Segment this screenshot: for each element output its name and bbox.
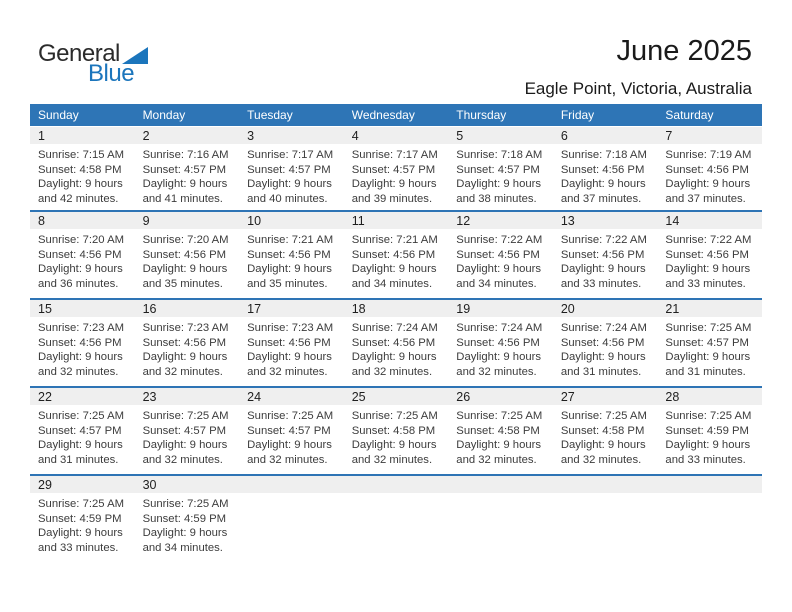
day-number-band (657, 127, 762, 144)
day-number: 12 (456, 213, 471, 228)
weekday-header-wednesday: Wednesday (351, 108, 415, 122)
day-number: 19 (456, 301, 471, 316)
day-number-band (239, 388, 344, 405)
day-cell-13 (553, 212, 658, 298)
day-details (135, 317, 240, 380)
day-number: 3 (247, 128, 255, 143)
daylight-text-line1: Daylight: 9 hours (351, 178, 437, 191)
day-cell-6 (553, 127, 658, 210)
day-details (135, 405, 240, 468)
day-cell-16 (135, 300, 240, 386)
day-number-band (657, 212, 762, 229)
sunrise-text: Sunrise: 7:22 AM (560, 234, 647, 246)
day-details (448, 229, 553, 292)
sunrise-text: Sunrise: 7:21 AM (247, 234, 334, 246)
sunset-text: Sunset: 4:56 PM (142, 336, 227, 349)
day-cell-22 (30, 388, 135, 474)
month-title: June 2025 (616, 35, 752, 67)
daylight-text-line1: Daylight: 9 hours (247, 178, 332, 191)
day-cell-26 (448, 388, 553, 474)
day-cell-empty (553, 476, 658, 562)
day-details (448, 317, 553, 380)
day-cell-29 (30, 476, 135, 562)
sunset-text: Sunset: 4:56 PM (456, 336, 540, 349)
calendar-body (30, 126, 762, 562)
sunset-text: Sunset: 4:57 PM (38, 424, 122, 437)
daylight-text-line1: Daylight: 9 hours (665, 263, 751, 276)
sunset-text: Sunset: 4:56 PM (560, 163, 645, 176)
daylight-text-line1: Daylight: 9 hours (560, 178, 646, 191)
daylight-text-line2: and 33 minutes. (665, 278, 746, 291)
daylight-text-line2: and 40 minutes. (247, 193, 328, 206)
day-number-band (239, 476, 344, 493)
daylight-text-line1: Daylight: 9 hours (38, 439, 123, 452)
sunrise-text: Sunrise: 7:25 AM (560, 410, 647, 422)
daylight-text-line2: and 32 minutes. (560, 454, 642, 467)
sunset-text: Sunset: 4:58 PM (456, 424, 540, 437)
sunrise-text: Sunrise: 7:25 AM (665, 410, 752, 422)
daylight-text-line2: and 34 minutes. (351, 278, 433, 291)
calendar-table (30, 104, 762, 562)
daylight-text-line2: and 33 minutes. (560, 278, 642, 291)
day-details (657, 144, 762, 207)
sunrise-text: Sunrise: 7:17 AM (351, 149, 438, 161)
daylight-text-line2: and 35 minutes. (247, 278, 328, 291)
day-number-band (344, 388, 449, 405)
sunset-text: Sunset: 4:59 PM (665, 424, 749, 437)
day-cell-4 (344, 127, 449, 210)
daylight-text-line1: Daylight: 9 hours (456, 351, 542, 364)
day-details (344, 405, 449, 468)
daylight-text-line1: Daylight: 9 hours (38, 527, 123, 540)
day-details (30, 144, 135, 207)
day-cell-3 (239, 127, 344, 210)
day-details (657, 229, 762, 292)
daylight-text-line1: Daylight: 9 hours (456, 178, 542, 191)
weekday-header-saturday: Saturday (665, 108, 714, 122)
weekday-header-sunday: Sunday (38, 108, 79, 122)
day-number: 17 (247, 301, 262, 316)
sunrise-text: Sunrise: 7:20 AM (142, 234, 229, 246)
daylight-text-line2: and 32 minutes. (38, 366, 119, 379)
day-number: 1 (38, 128, 45, 143)
day-number-band (135, 212, 240, 229)
day-number-band (553, 476, 658, 493)
day-number: 23 (142, 389, 157, 404)
daylight-text-line1: Daylight: 9 hours (247, 351, 332, 364)
sunset-text: Sunset: 4:56 PM (351, 336, 436, 349)
day-cell-empty (344, 476, 449, 562)
weekday-header-tuesday: Tuesday (247, 108, 293, 122)
sunset-text: Sunset: 4:56 PM (456, 248, 540, 261)
day-cell-24 (239, 388, 344, 474)
day-details (239, 405, 344, 468)
day-cell-12 (448, 212, 553, 298)
day-number-band (135, 476, 240, 493)
daylight-text-line2: and 42 minutes. (38, 193, 119, 206)
day-number-band (239, 127, 344, 144)
day-number-band (448, 127, 553, 144)
day-number-band (30, 388, 135, 405)
sunset-text: Sunset: 4:57 PM (142, 424, 227, 437)
sunset-text: Sunset: 4:56 PM (665, 248, 749, 261)
sunset-text: Sunset: 4:56 PM (38, 336, 122, 349)
day-number: 10 (247, 213, 262, 228)
daylight-text-line2: and 31 minutes. (38, 454, 119, 467)
weekday-header-friday: Friday (560, 108, 595, 122)
day-cell-5 (448, 127, 553, 210)
day-details (553, 317, 658, 380)
sunrise-text: Sunrise: 7:25 AM (351, 410, 438, 422)
day-number-band (553, 212, 658, 229)
day-number-band (448, 388, 553, 405)
day-cell-19 (448, 300, 553, 386)
day-number-band (344, 212, 449, 229)
daylight-text-line1: Daylight: 9 hours (560, 351, 646, 364)
day-number-band (239, 300, 344, 317)
day-number: 25 (351, 389, 366, 404)
sunrise-text: Sunrise: 7:25 AM (38, 410, 125, 422)
day-cell-7 (657, 127, 762, 210)
day-details (553, 229, 658, 292)
day-number-band (344, 300, 449, 317)
day-cell-17 (239, 300, 344, 386)
day-number: 16 (142, 301, 157, 316)
day-cell-20 (553, 300, 658, 386)
day-details (135, 144, 240, 207)
day-number: 9 (142, 213, 150, 228)
day-details (135, 493, 240, 556)
daylight-text-line2: and 32 minutes. (456, 366, 537, 379)
day-number-band (135, 388, 240, 405)
day-cell-empty (239, 476, 344, 562)
day-number: 24 (247, 389, 262, 404)
day-number-band (448, 300, 553, 317)
sunset-text: Sunset: 4:58 PM (351, 424, 436, 437)
daylight-text-line2: and 32 minutes. (456, 454, 537, 467)
day-number: 20 (560, 301, 575, 316)
day-number-band (553, 300, 658, 317)
daylight-text-line2: and 38 minutes. (456, 193, 537, 206)
day-number-band (553, 127, 658, 144)
daylight-text-line2: and 37 minutes. (560, 193, 642, 206)
day-number: 11 (351, 213, 365, 228)
day-details (239, 229, 344, 292)
day-number-band (30, 300, 135, 317)
week-row-1 (30, 126, 762, 210)
sunrise-text: Sunrise: 7:24 AM (560, 322, 647, 334)
sunrise-text: Sunrise: 7:25 AM (142, 498, 229, 510)
day-cell-30 (135, 476, 240, 562)
sunset-text: Sunset: 4:57 PM (142, 163, 227, 176)
daylight-text-line1: Daylight: 9 hours (560, 263, 646, 276)
daylight-text-line1: Daylight: 9 hours (142, 178, 228, 191)
sunset-text: Sunset: 4:56 PM (351, 248, 436, 261)
sunset-text: Sunset: 4:56 PM (560, 336, 645, 349)
day-cell-8 (30, 212, 135, 298)
day-details (448, 144, 553, 207)
day-number: 7 (665, 128, 673, 143)
daylight-text-line1: Daylight: 9 hours (560, 439, 646, 452)
day-details (30, 405, 135, 468)
day-details (344, 317, 449, 380)
day-number-band (239, 212, 344, 229)
daylight-text-line1: Daylight: 9 hours (142, 263, 228, 276)
day-number-band (657, 388, 762, 405)
logo-text-blue: Blue (88, 60, 135, 87)
day-number: 30 (142, 477, 157, 492)
day-details (30, 229, 135, 292)
sunset-text: Sunset: 4:56 PM (247, 336, 331, 349)
daylight-text-line1: Daylight: 9 hours (247, 439, 332, 452)
location-subtitle: Eagle Point, Victoria, Australia (524, 78, 752, 98)
daylight-text-line2: and 41 minutes. (142, 193, 223, 206)
sunrise-text: Sunrise: 7:18 AM (456, 149, 543, 161)
daylight-text-line2: and 37 minutes. (665, 193, 746, 206)
sunrise-text: Sunrise: 7:22 AM (665, 234, 752, 246)
daylight-text-line2: and 32 minutes. (247, 366, 328, 379)
day-number: 27 (560, 389, 575, 404)
day-number-band (657, 476, 762, 493)
sunrise-text: Sunrise: 7:17 AM (247, 149, 334, 161)
sunset-text: Sunset: 4:57 PM (456, 163, 540, 176)
sunset-text: Sunset: 4:56 PM (560, 248, 645, 261)
day-number-band (553, 388, 658, 405)
day-number-band (30, 212, 135, 229)
sunrise-text: Sunrise: 7:23 AM (142, 322, 229, 334)
day-cell-1 (30, 127, 135, 210)
day-cell-21 (657, 300, 762, 386)
daylight-text-line2: and 32 minutes. (247, 454, 328, 467)
daylight-text-line1: Daylight: 9 hours (142, 351, 228, 364)
day-number: 26 (456, 389, 471, 404)
sunset-text: Sunset: 4:56 PM (247, 248, 331, 261)
day-details (344, 144, 449, 207)
day-cell-18 (344, 300, 449, 386)
daylight-text-line2: and 32 minutes. (142, 454, 223, 467)
day-number: 18 (351, 301, 366, 316)
sunrise-text: Sunrise: 7:24 AM (351, 322, 438, 334)
weekday-header-monday: Monday (142, 108, 186, 122)
daylight-text-line2: and 32 minutes. (351, 366, 433, 379)
day-cell-27 (553, 388, 658, 474)
day-number: 28 (665, 389, 680, 404)
day-details (448, 405, 553, 468)
day-cell-25 (344, 388, 449, 474)
week-row-2 (30, 210, 762, 298)
day-number: 15 (38, 301, 52, 316)
title-block (525, 36, 762, 99)
daylight-text-line2: and 32 minutes. (142, 366, 223, 379)
sunset-text: Sunset: 4:58 PM (38, 163, 122, 176)
day-cell-23 (135, 388, 240, 474)
day-number: 2 (142, 128, 150, 143)
week-row-4 (30, 386, 762, 474)
day-number: 22 (38, 389, 52, 404)
day-number-band (344, 476, 449, 493)
daylight-text-line2: and 36 minutes. (38, 278, 119, 291)
sunrise-text: Sunrise: 7:24 AM (456, 322, 543, 334)
sunset-text: Sunset: 4:57 PM (247, 424, 331, 437)
sunrise-text: Sunrise: 7:18 AM (560, 149, 647, 161)
day-cell-14 (657, 212, 762, 298)
day-number: 14 (665, 213, 680, 228)
daylight-text-line1: Daylight: 9 hours (351, 439, 437, 452)
sunrise-text: Sunrise: 7:23 AM (247, 322, 334, 334)
daylight-text-line2: and 33 minutes. (38, 542, 119, 555)
day-cell-28 (657, 388, 762, 474)
sunrise-text: Sunrise: 7:25 AM (665, 322, 752, 334)
weekday-header-thursday: Thursday (456, 108, 507, 122)
day-number: 29 (38, 477, 52, 492)
sunrise-text: Sunrise: 7:19 AM (665, 149, 752, 161)
day-details (553, 405, 658, 468)
sunset-text: Sunset: 4:59 PM (142, 512, 227, 525)
page-header (0, 0, 792, 104)
daylight-text-line1: Daylight: 9 hours (247, 263, 332, 276)
day-cell-2 (135, 127, 240, 210)
day-number-band (30, 127, 135, 144)
sunrise-text: Sunrise: 7:25 AM (38, 498, 125, 510)
day-details (344, 229, 449, 292)
sunrise-text: Sunrise: 7:21 AM (351, 234, 438, 246)
sunrise-text: Sunrise: 7:16 AM (142, 149, 229, 161)
sunrise-text: Sunrise: 7:22 AM (456, 234, 543, 246)
logo-text-general: General (38, 40, 120, 67)
daylight-text-line1: Daylight: 9 hours (665, 178, 751, 191)
day-number: 13 (560, 213, 575, 228)
day-details (657, 405, 762, 468)
daylight-text-line2: and 31 minutes. (560, 366, 642, 379)
day-number: 21 (665, 301, 680, 316)
sunset-text: Sunset: 4:58 PM (560, 424, 645, 437)
day-number-band (448, 476, 553, 493)
sunrise-text: Sunrise: 7:15 AM (38, 149, 125, 161)
sunset-text: Sunset: 4:57 PM (351, 163, 436, 176)
daylight-text-line2: and 34 minutes. (142, 542, 223, 555)
day-number: 5 (456, 128, 464, 143)
day-cell-11 (344, 212, 449, 298)
day-cell-empty (657, 476, 762, 562)
day-number: 8 (38, 213, 45, 228)
daylight-text-line1: Daylight: 9 hours (665, 439, 751, 452)
sunrise-text: Sunrise: 7:25 AM (456, 410, 543, 422)
daylight-text-line1: Daylight: 9 hours (38, 178, 123, 191)
day-cell-10 (239, 212, 344, 298)
daylight-text-line2: and 35 minutes. (142, 278, 223, 291)
day-number: 6 (560, 128, 568, 143)
day-details (30, 493, 135, 556)
daylight-text-line1: Daylight: 9 hours (456, 263, 542, 276)
day-details (657, 317, 762, 380)
day-number-band (448, 212, 553, 229)
sunset-text: Sunset: 4:56 PM (142, 248, 227, 261)
daylight-text-line1: Daylight: 9 hours (456, 439, 542, 452)
daylight-text-line1: Daylight: 9 hours (142, 527, 228, 540)
day-number: 4 (351, 128, 359, 143)
general-blue-logo (38, 36, 148, 86)
day-details (135, 229, 240, 292)
sunrise-text: Sunrise: 7:25 AM (247, 410, 334, 422)
day-number-band (657, 300, 762, 317)
day-number-band (135, 127, 240, 144)
week-row-5 (30, 474, 762, 562)
sunrise-text: Sunrise: 7:25 AM (142, 410, 229, 422)
daylight-text-line2: and 32 minutes. (351, 454, 433, 467)
daylight-text-line2: and 39 minutes. (351, 193, 433, 206)
daylight-text-line1: Daylight: 9 hours (665, 351, 751, 364)
sunset-text: Sunset: 4:57 PM (247, 163, 331, 176)
day-details (239, 317, 344, 380)
daylight-text-line1: Daylight: 9 hours (142, 439, 228, 452)
daylight-text-line2: and 34 minutes. (456, 278, 537, 291)
day-cell-9 (135, 212, 240, 298)
daylight-text-line2: and 33 minutes. (665, 454, 746, 467)
sunset-text: Sunset: 4:56 PM (38, 248, 122, 261)
sunset-text: Sunset: 4:56 PM (665, 163, 749, 176)
sunset-text: Sunset: 4:59 PM (38, 512, 122, 525)
day-number-band (344, 127, 449, 144)
day-number-band (135, 300, 240, 317)
sunset-text: Sunset: 4:57 PM (665, 336, 749, 349)
weekday-header-row (30, 104, 762, 126)
day-cell-empty (448, 476, 553, 562)
day-number-band (30, 476, 135, 493)
day-cell-15 (30, 300, 135, 386)
day-details (30, 317, 135, 380)
day-details (239, 144, 344, 207)
daylight-text-line1: Daylight: 9 hours (351, 263, 437, 276)
week-row-3 (30, 298, 762, 386)
daylight-text-line1: Daylight: 9 hours (351, 351, 437, 364)
sunrise-text: Sunrise: 7:20 AM (38, 234, 125, 246)
daylight-text-line1: Daylight: 9 hours (38, 263, 123, 276)
sunrise-text: Sunrise: 7:23 AM (38, 322, 125, 334)
day-details (553, 144, 658, 207)
daylight-text-line2: and 31 minutes. (665, 366, 746, 379)
daylight-text-line1: Daylight: 9 hours (38, 351, 123, 364)
